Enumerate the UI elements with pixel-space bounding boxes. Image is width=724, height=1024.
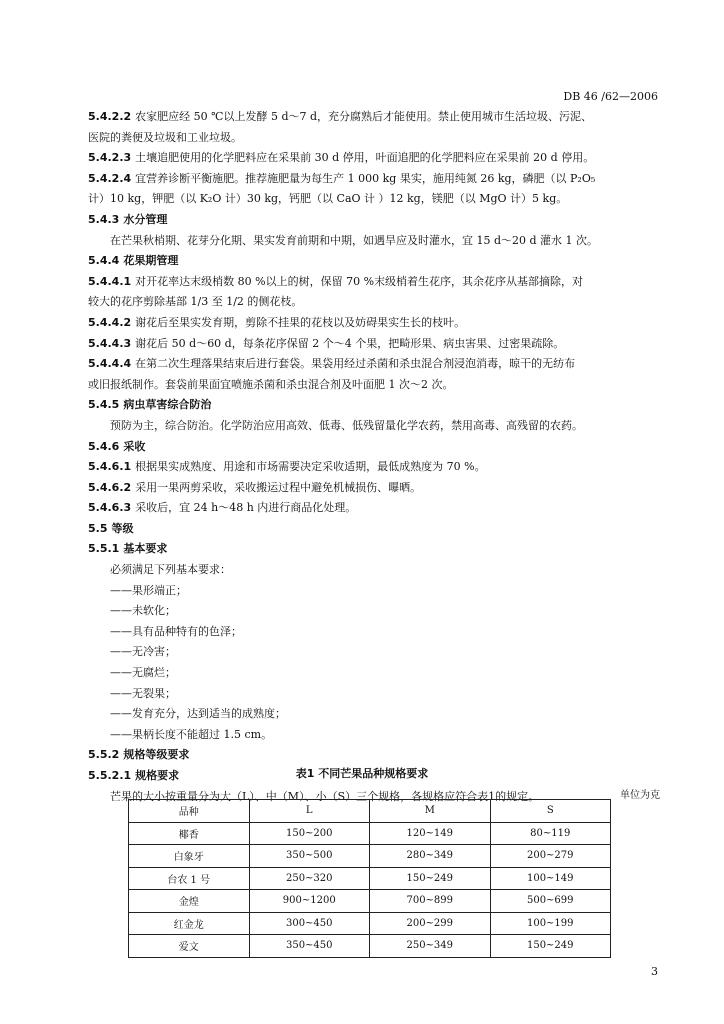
- table-cell: 200~279: [490, 845, 611, 868]
- paragraph-line: [88, 356, 660, 372]
- paragraph-line: [88, 109, 660, 125]
- paragraph-line: [88, 603, 660, 619]
- table-cell: 150~249: [490, 935, 611, 958]
- paragraph-line: [88, 706, 660, 722]
- table-cell: 120~149: [370, 822, 491, 845]
- section-text: 采收: [123, 439, 146, 453]
- section-text: 农家肥应经 50 ℃以上发酵 5 d～7 d，充分腐熟后才能使用。禁止使用城市生活垃圾、污泥、: [135, 110, 593, 123]
- paragraph-line: [88, 500, 660, 516]
- section-number: 5.4.4.1: [88, 274, 132, 288]
- paragraph-line: [88, 459, 660, 475]
- table-cell: 台农 1 号: [129, 867, 250, 890]
- section-number: 5.4.6.3: [88, 501, 132, 515]
- section-text: 根据果实成熟度、用途和市场需要决定采收适期，最低成熟度为 70 %。: [135, 460, 486, 474]
- table-cell: 300~450: [249, 912, 370, 935]
- paragraph-line: [88, 583, 660, 599]
- section-number: 5.5.2.1: [88, 769, 132, 782]
- section-number: 5.4.2.2: [88, 110, 132, 123]
- section-text: 对开花率达末级梢数 80 %以上的树，保留 70 %末级梢着生花序，其余花序从基部摘除，对: [135, 274, 584, 288]
- section-text: ——果柄长度不能超过 1.5 cm。: [110, 727, 273, 741]
- section-text: 医院的粪便及垃圾和工业垃圾。: [88, 130, 242, 144]
- section-text: 谢花后 50 d～60 d，每条花序保留 2 个～4 个果，把畸形果、病虫害果、过密果疏除。: [135, 336, 565, 350]
- section-number: 5.4.4.2: [88, 315, 132, 329]
- section-text: 基本要求: [123, 542, 168, 556]
- document-body: [88, 109, 660, 809]
- section-heading: [88, 212, 660, 228]
- paragraph-line: [88, 727, 660, 743]
- section-heading: [88, 747, 660, 763]
- section-number: 5.4.4.3: [88, 336, 132, 350]
- section-text: 病虫草害综合防治: [123, 398, 212, 412]
- section-number: 5.4.6.2: [88, 480, 132, 494]
- section-text: ——未软化；: [110, 604, 176, 618]
- table-cell: 200~299: [370, 912, 491, 935]
- table-row: [129, 890, 611, 913]
- page-number: 3: [651, 965, 658, 978]
- section-number: 5.4.2.4: [88, 171, 132, 185]
- paragraph-line: [88, 562, 660, 578]
- table-cell: 红金龙: [129, 912, 250, 935]
- table-cell: 350~500: [249, 845, 370, 868]
- section-number: 5.5.1: [88, 542, 120, 556]
- section-heading: [88, 253, 660, 269]
- section-number: 5.4.5: [88, 398, 120, 412]
- table-header-row: [129, 800, 611, 823]
- table-header-cell: M: [370, 800, 491, 823]
- paragraph-line: [88, 644, 660, 660]
- section-text: ——无腐烂；: [110, 666, 176, 680]
- spec-table: [128, 799, 611, 958]
- section-text: 谢花后至果实发育期，剪除不挂果的花枝以及妨碍果实生长的枝叶。: [135, 315, 466, 329]
- paragraph-line: [88, 336, 660, 352]
- section-text: 采用一果两剪采收，采收搬运过程中避免机械损伤、曝晒。: [135, 480, 422, 494]
- paragraph-line: [88, 294, 660, 310]
- section-text: 预防为主，综合防治。化学防治应用高效、低毒、低残留量化学农药，禁用高毒、高残留的农药。: [110, 418, 583, 432]
- table-header-cell: S: [490, 800, 611, 823]
- paragraph-line: [88, 274, 660, 290]
- table-header-cell: L: [249, 800, 370, 823]
- section-number: 5.5: [88, 521, 108, 535]
- section-heading: [88, 521, 660, 537]
- section-text: 规格要求: [135, 769, 180, 782]
- standard-code: DB 46 /62—2006: [563, 90, 658, 103]
- section-heading: [88, 397, 660, 413]
- table-cell: 150~200: [249, 822, 370, 845]
- section-text: 较大的花序剪除基部 1/3 至 1/2 的侧花枝。: [88, 295, 303, 309]
- section-text: 采收后，宜 24 h～48 h 内进行商品化处理。: [135, 501, 357, 515]
- paragraph-line: [88, 665, 660, 681]
- section-text: ——发育充分，达到适当的成熟度；: [110, 707, 286, 721]
- table-body: [129, 822, 611, 957]
- section-text: 花果期管理: [123, 254, 179, 268]
- section-text: 在第二次生理落果结束后进行套袋。果袋用经过杀菌和杀虫混合剂浸泡消毒，晾干的无纺布: [135, 357, 576, 371]
- table-cell: 100~149: [490, 867, 611, 890]
- section-text: ——无裂果；: [110, 686, 176, 700]
- section-text: 芒果的大小按重量分为大（L）、中（M）、小（S）三个规格，各规格应符合表1的规定。: [110, 789, 540, 803]
- section-text: ——果形端正；: [110, 583, 187, 597]
- table-header-cell: 品种: [129, 800, 250, 823]
- table-cell: 爱文: [129, 935, 250, 958]
- table-cell: 金煌: [129, 890, 250, 913]
- table-row: [129, 935, 611, 958]
- table-title: 表1 不同芒果品种规格要求: [295, 767, 429, 780]
- paragraph-line: [88, 191, 660, 207]
- section-number: 5.4.6: [88, 439, 120, 453]
- section-number: 5.4.4.4: [88, 357, 132, 371]
- section-number: 5.4.4: [88, 254, 120, 268]
- table-cell: 280~349: [370, 845, 491, 868]
- table-cell: 250~349: [370, 935, 491, 958]
- section-text: 必须满足下列基本要求：: [110, 563, 231, 577]
- table-row: [129, 912, 611, 935]
- table-cell: 700~899: [370, 890, 491, 913]
- table-row: [129, 822, 611, 845]
- section-text: 或旧报纸制作。套袋前果面宜喷施杀菌和杀虫混合剂及叶面肥 1 次～2 次。: [88, 377, 454, 391]
- section-heading: [88, 439, 660, 455]
- table-cell: 100~199: [490, 912, 611, 935]
- table-row: [129, 845, 611, 868]
- paragraph-line: [88, 686, 660, 702]
- table-cell: 250~320: [249, 867, 370, 890]
- section-number: 5.4.6.1: [88, 460, 132, 474]
- table-unit: 单位为克: [620, 790, 660, 801]
- table-row: [129, 867, 611, 890]
- table-cell: 椰香: [129, 822, 250, 845]
- section-text: 等级: [111, 521, 134, 535]
- section-heading: [88, 541, 660, 557]
- section-text: 在芒果秋梢期、花芽分化期、果实发育前期和中期，如遇旱应及时灌水，宜 15 d～20 d 灌水 1 次。: [110, 233, 599, 247]
- table-cell: 白象牙: [129, 845, 250, 868]
- paragraph-line: [88, 480, 660, 496]
- paragraph-line: [88, 130, 660, 146]
- section-text: ——无冷害；: [110, 645, 176, 659]
- table-cell: 900~1200: [249, 890, 370, 913]
- section-text: 计）10 kg，钾肥（以 K₂O 计）30 kg，钙肥（以 CaO 计 ）12 kg，镁肥（以 MgO 计）5 kg。: [88, 192, 568, 206]
- paragraph-line: [88, 624, 660, 640]
- table-cell: 350~450: [249, 935, 370, 958]
- paragraph-line: [88, 418, 660, 434]
- section-number: 5.4.3: [88, 212, 120, 226]
- section-text: 宜营养诊断平衡施肥。推荐施肥量为每生产 1 000 kg 果实，施用纯氮 26 kg，磷肥（以 P₂O₅: [135, 171, 596, 185]
- section-number: 5.5.2: [88, 748, 120, 762]
- paragraph-line: [88, 377, 660, 393]
- table-cell: 80~119: [490, 822, 611, 845]
- paragraph-line: [88, 150, 660, 166]
- section-text: 水分管理: [123, 212, 168, 226]
- section-text: 规格等级要求: [123, 748, 190, 762]
- paragraph-line: [88, 171, 660, 187]
- paragraph-line: [88, 233, 660, 249]
- section-text: 土壤追肥使用的化学肥料应在采果前 30 d 停用，叶面追肥的化学肥料应在采果前 20 d 停用。: [135, 151, 595, 165]
- paragraph-line: [88, 315, 660, 331]
- section-text: ——具有品种特有的色泽；: [110, 624, 242, 638]
- section-number: 5.4.2.3: [88, 151, 132, 165]
- table-cell: 500~699: [490, 890, 611, 913]
- table-cell: 150~249: [370, 867, 491, 890]
